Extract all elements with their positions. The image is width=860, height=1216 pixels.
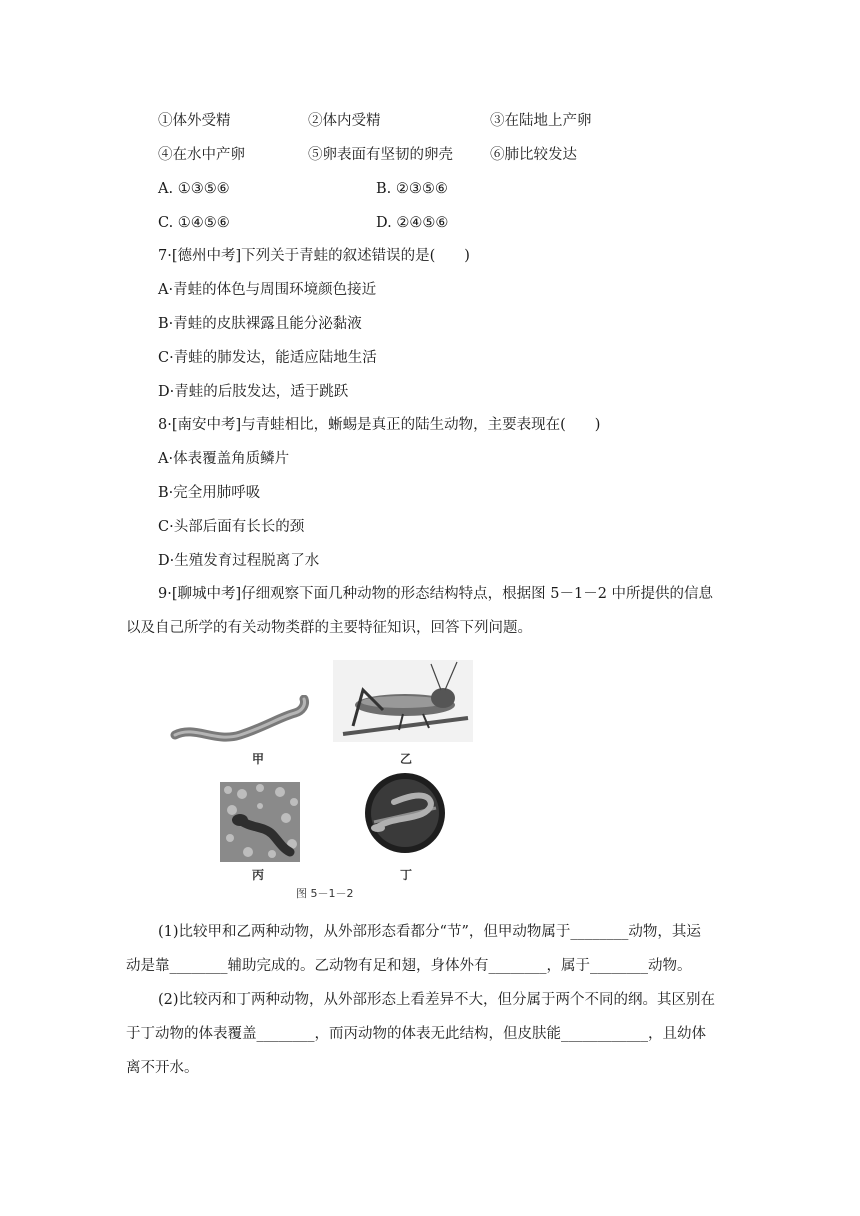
- q7-option-c[interactable]: C·青蛙的肺发达，能适应陆地生活: [158, 350, 377, 366]
- q7-option-b[interactable]: B·青蛙的皮肤裸露且能分泌黏液: [158, 316, 362, 332]
- q7-stem: 7·[德州中考]下列关于青蛙的叙述错误的是( ): [158, 248, 470, 264]
- q8-option-d[interactable]: D·生殖发育过程脱离了水: [158, 553, 320, 569]
- figure-label-jia: 甲: [252, 752, 265, 766]
- q9-part1-line1: (1)比较甲和乙两种动物，从外部形态看都分“节”，但甲动物属于________动物，其运: [158, 924, 701, 940]
- salamander-image: [220, 782, 300, 862]
- q6-option-c[interactable]: C. ①④⑤⑥: [158, 215, 230, 231]
- lizard-image: [364, 772, 446, 854]
- q9-stem-line1: 9·[聊城中考]仔细观察下面几种动物的形态结构特点，根据图 5－1－2 中所提供的信息: [158, 586, 714, 602]
- q9-part1-line2: 动是靠________辅助完成的。乙动物有足和翅，身体外有________，属于________动物。: [126, 958, 692, 974]
- q6-option-a[interactable]: A. ①③⑤⑥: [158, 181, 230, 197]
- q6-option-d[interactable]: D. ②④⑤⑥: [376, 215, 449, 231]
- q6-statement-4: ④在水中产卵: [158, 147, 245, 163]
- figure-label-ding: 丁: [400, 868, 413, 882]
- q6-statement-3: ③在陆地上产卵: [490, 113, 592, 129]
- q9-stem-line2: 以及自己所学的有关动物类群的主要特征知识，回答下列问题。: [126, 620, 532, 636]
- q8-stem: 8·[南安中考]与青蛙相比，蜥蜴是真正的陆生动物，主要表现在( ): [158, 417, 601, 433]
- figure-label-bing: 丙: [252, 868, 265, 882]
- grasshopper-image: [333, 660, 473, 742]
- q6-statement-5: ⑤卵表面有坚韧的卵壳: [308, 147, 453, 163]
- q6-option-b[interactable]: B. ②③⑤⑥: [376, 181, 448, 197]
- figure-label-yi: 乙: [400, 752, 413, 766]
- q9-part2-line2: 于丁动物的体表覆盖________，而丙动物的体表无此结构，但皮肤能____________，且幼体: [126, 1026, 706, 1042]
- q8-option-c[interactable]: C·头部后面有长长的颈: [158, 519, 305, 535]
- q8-option-a[interactable]: A·体表覆盖角质鳞片: [158, 451, 290, 467]
- q7-option-d[interactable]: D·青蛙的后肢发达，适于跳跃: [158, 384, 349, 400]
- q6-statement-2: ②体内受精: [308, 113, 381, 129]
- earthworm-image: [170, 695, 310, 745]
- figure-caption: 图 5－1－2: [296, 887, 354, 900]
- q9-part2-line3: 离不开水。: [126, 1060, 199, 1076]
- q8-option-b[interactable]: B·完全用肺呼吸: [158, 485, 261, 501]
- q6-statement-6: ⑥肺比较发达: [490, 147, 577, 163]
- q9-part2-line1: (2)比较丙和丁两种动物，从外部形态上看差异不大，但分属于两个不同的纲。其区别在: [158, 992, 716, 1008]
- q6-statement-1: ①体外受精: [158, 113, 231, 129]
- q7-option-a[interactable]: A·青蛙的体色与周围环境颜色接近: [158, 282, 377, 298]
